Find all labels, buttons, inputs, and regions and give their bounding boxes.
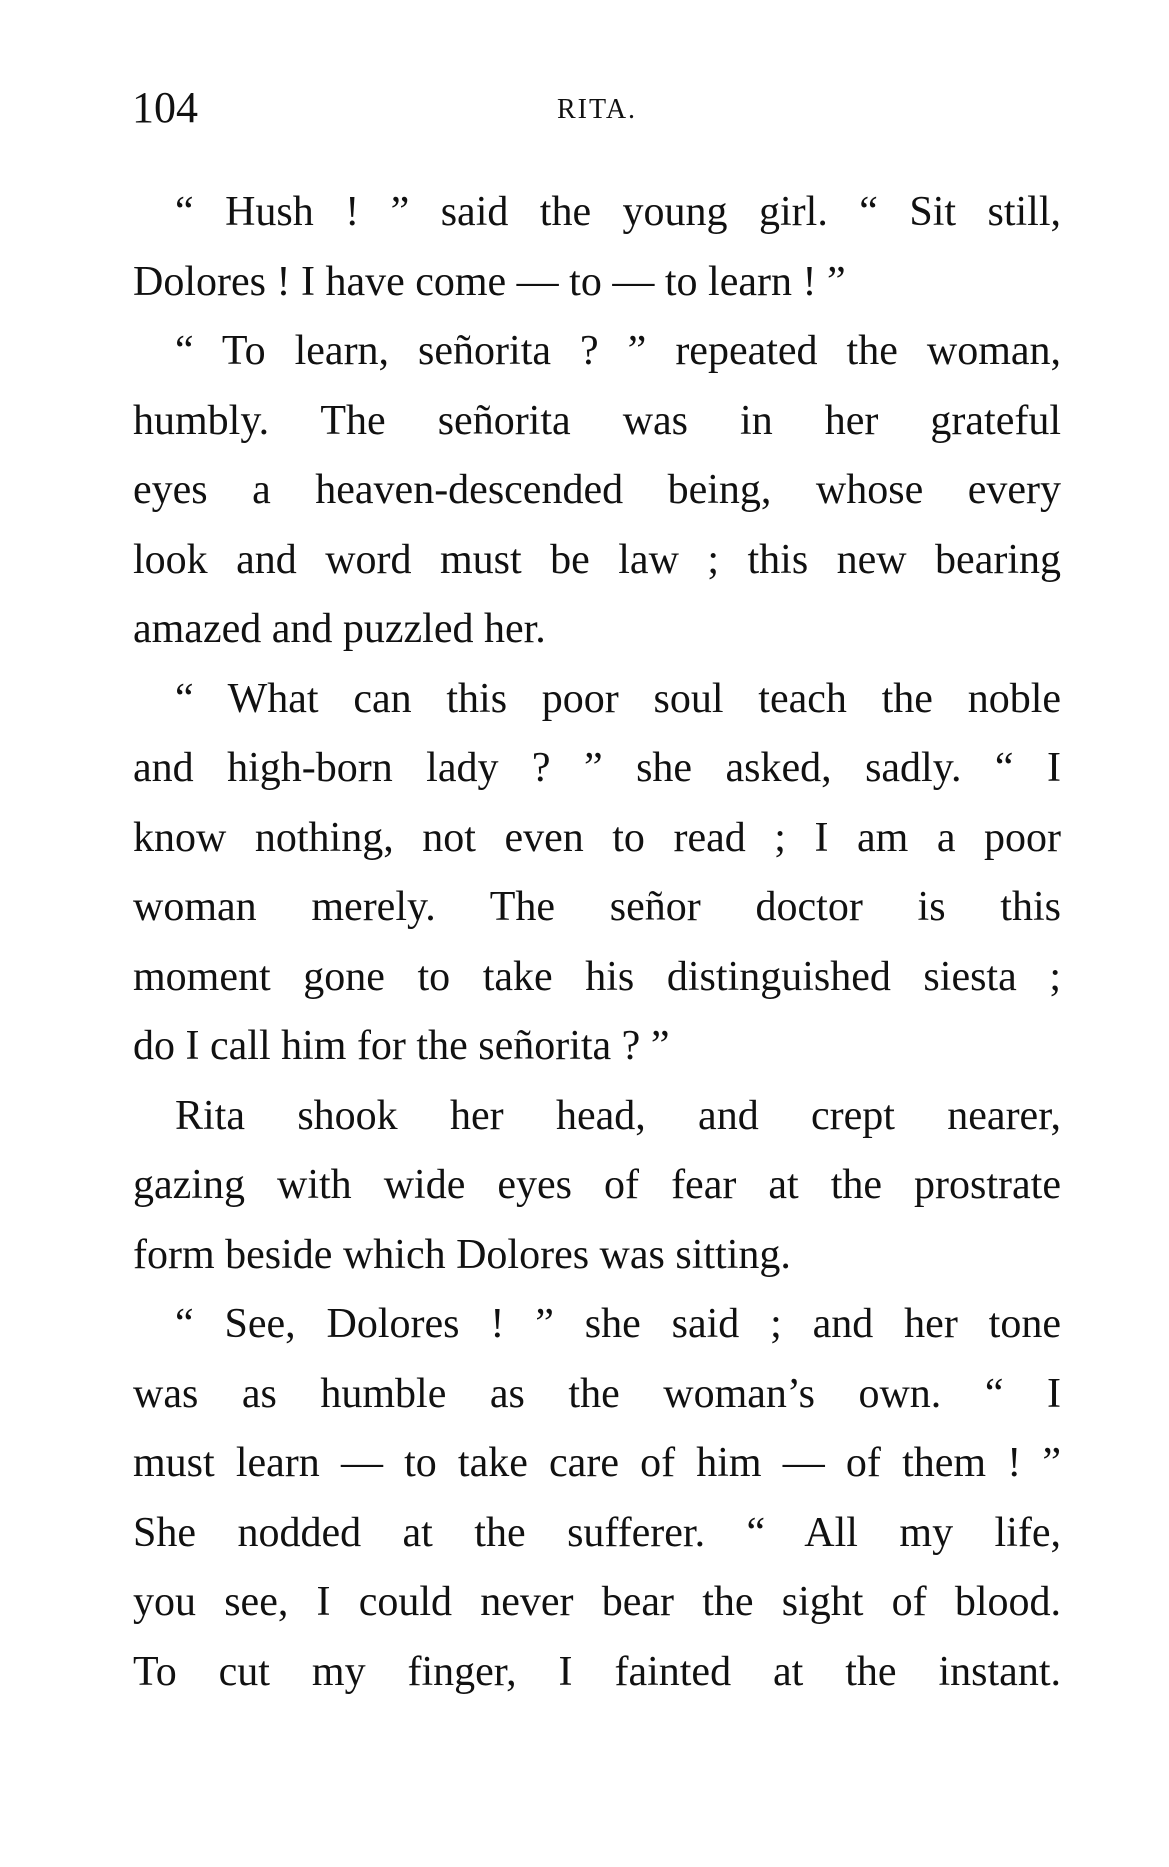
text-line: must learn — to take care of him — of them ! ”: [133, 1440, 1061, 1486]
text-line: She nodded at the sufferer. “ All my life,: [133, 1509, 1061, 1556]
text-line: “ What can this poor soul teach the noble: [175, 675, 1061, 722]
text-line: do I call him for the señorita ? ”: [133, 1023, 670, 1069]
page-number: 104: [132, 83, 198, 132]
text-line: To cut my finger, I fainted at the instant.: [133, 1648, 1061, 1695]
text-line: woman merely. The señor doctor is this: [133, 884, 1061, 930]
text-line: Rita shook her head, and crept nearer,: [175, 1092, 1061, 1139]
text-line: was as humble as the woman’s own. “ I: [133, 1370, 1061, 1417]
page-header: [132, 82, 1062, 142]
text-line: “ Hush ! ” said the young girl. “ Sit still,: [175, 189, 1061, 235]
text-line: look and word must be law ; this new bearing: [133, 536, 1061, 583]
text-line: Dolores ! I have come — to — to learn ! ”: [133, 258, 846, 305]
text-line: know nothing, not even to read ; I am a poor: [133, 814, 1061, 861]
text-line: moment gone to take his distinguished siesta ;: [133, 953, 1061, 1000]
text-line: you see, I could never bear the sight of blood.: [133, 1579, 1061, 1625]
text-line: form beside which Dolores was sitting.: [133, 1231, 791, 1278]
text-line: “ See, Dolores ! ” she said ; and her tone: [175, 1301, 1061, 1347]
running-title: RITA.: [556, 94, 638, 125]
body-text: [133, 178, 1061, 1707]
text-line: amazed and puzzled her.: [133, 606, 546, 652]
text-line: and high-born lady ? ” she asked, sadly. “ I: [133, 745, 1061, 791]
text-line: “ To learn, señorita ? ” repeated the woman,: [175, 328, 1061, 374]
text-line: eyes a heaven-descended being, whose every: [133, 467, 1061, 513]
text-line: gazing with wide eyes of fear at the prostrate: [133, 1162, 1061, 1208]
text-line: humbly. The señorita was in her grateful: [133, 397, 1061, 444]
